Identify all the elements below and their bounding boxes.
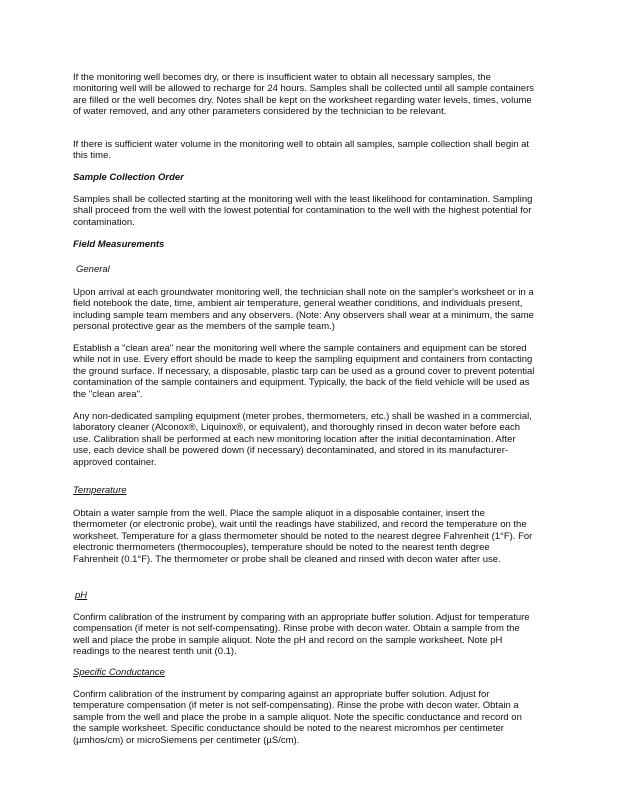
- paragraph-dry-well: If the monitoring well becomes dry, or there is insufficient water to obtain all necessary samples, the monitoring well will be allowed to recharge for 24 hours. Samples shall be collected until all sample containers are filled or the well becomes dry. Notes shall be kept on the worksheet regarding water levels, times, volume of water removed, and any other parameters considered by the technician to be relevant.: [73, 72, 534, 118]
- paragraph-specific-conductance: Confirm calibration of the instrument by comparing against an appropriate buffer solution. Adjust for temperature compensation (if meter is not self-compensating). Rinse the probe with decon water. Obtain a sample from the well and place the probe in a sample aliquot. Note the specific conductance and record on the sample worksheet. Specific conductance should be noted to the nearest micromhos per centimeter (µmhos/cm) or microSiemens per centimeter (µS/cm).: [73, 689, 522, 746]
- heading-ph: pH: [75, 590, 88, 601]
- heading-field-measurements: Field Measurements: [73, 239, 165, 250]
- paragraph-general-equipment: Any non-dedicated sampling equipment (meter probes, thermometers, etc.) shall be washed in a commercial, laboratory cleaner (Alconox®, Liquinox®, or equivalent), and thoroughly rinsed in decon water before each use. Calibration shall be performed at each new monitoring location after the initial decontamination. After use, each device shall be powered down (if necessary) decontaminated, and stored in its manufacturer-approved container.: [73, 411, 532, 468]
- paragraph-general-arrival: Upon arrival at each groundwater monitoring well, the technician shall note on the sampler's worksheet or in a field notebook the date, time, ambient air temperature, general weather conditions, and individuals present, including sample team members and any observers. (Note: Any observers shall wear at a minimum, the same personal protective gear as the members of the sample team.): [73, 287, 534, 333]
- heading-sample-collection-order: Sample Collection Order: [73, 172, 184, 183]
- paragraph-sufficient-water: If there is sufficient water volume in the monitoring well to obtain all samples, sample collection shall begin at this time.: [73, 139, 530, 162]
- heading-specific-conductance: Specific Conductance: [73, 667, 165, 678]
- paragraph-collection-order: Samples shall be collected starting at the monitoring well with the least likelihood for contamination. Sampling shall proceed from the well with the lowest potential for contamination to the well with the highest potential for contamination.: [73, 194, 533, 228]
- heading-temperature: Temperature: [73, 485, 127, 496]
- paragraph-temperature: Obtain a water sample from the well. Place the sample aliquot in a disposable container, insert the thermometer (or electronic probe), wait until the readings have stabilized, and record the temperature on the worksheet. Temperature for a glass thermometer should be noted to the nearest degree Fahrenheit (1°F). For electronic thermometers (thermocouples), temperature should be noted to the nearest tenth degree Fahrenheit (0.1°F). The thermometer or probe shall be cleaned and rinsed with decon water after use.: [73, 508, 533, 565]
- paragraph-ph: Confirm calibration of the instrument by comparing with an appropriate buffer solution. Adjust for temperature compensation (if meter is not self-compensating). Rinse probe with decon water. Obtain a sample from the well and place the probe in sample aliquot. Note the pH and record on the sample worksheet. Note pH readings to the nearest tenth unit (0.1).: [73, 612, 530, 658]
- heading-general: General: [76, 264, 110, 275]
- paragraph-general-clean-area: Establish a "clean area" near the monitoring well where the sample containers and equipment can be stored while not in use. Every effort should be made to keep the sampling equipment and containers from contacting the ground surface. If necessary, a disposable, plastic tarp can be used as a ground cover to prevent potential contamination of the sample containers and equipment. Typically, the back of the field vehicle will be used as the "clean area".: [73, 343, 535, 400]
